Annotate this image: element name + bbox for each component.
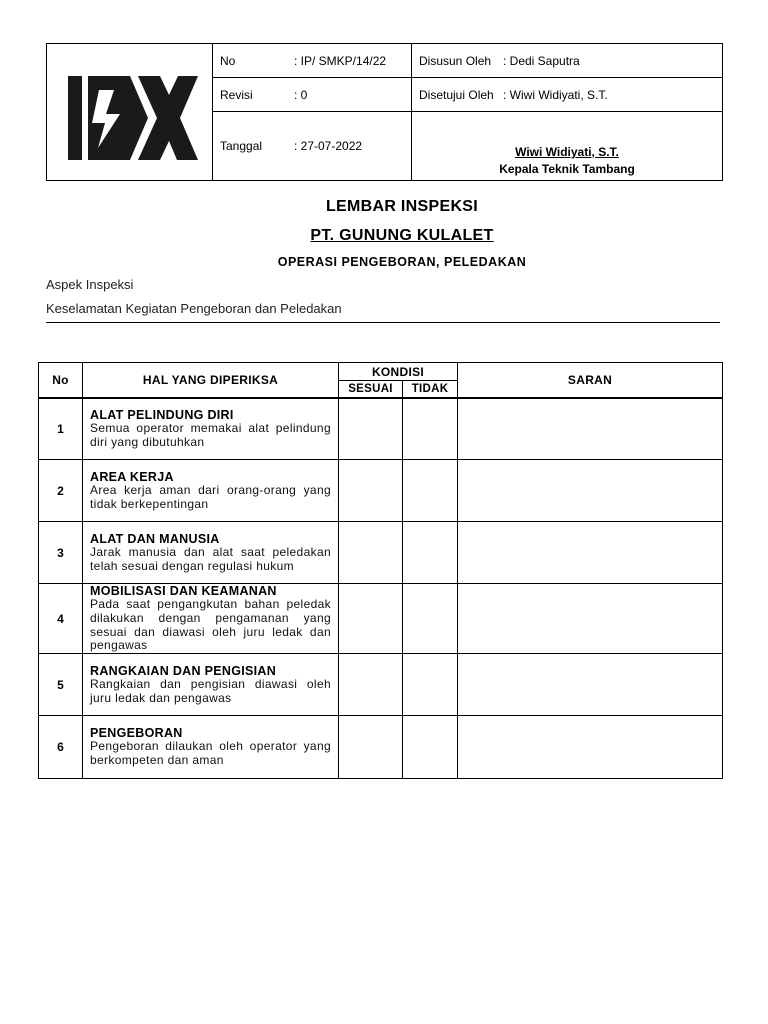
saran-cell <box>458 522 723 584</box>
prepared-by-value: : Dedi Saputra <box>503 53 580 68</box>
tidak-cell <box>403 584 458 654</box>
signature-cell <box>412 112 723 181</box>
revision-label: Revisi <box>220 87 253 102</box>
inspection-item <box>83 584 339 654</box>
inspection-item <box>83 522 339 584</box>
row-number: 2 <box>39 460 83 522</box>
company-logo-cell <box>47 44 213 181</box>
saran-cell <box>458 716 723 779</box>
item-description-line: tidak berkepentingan <box>90 496 209 511</box>
item-description-line: Semua operator memakai alat pelindung <box>90 421 331 436</box>
company-name-wrap <box>38 226 766 246</box>
inspection-item <box>83 398 339 460</box>
item-title: ALAT PELINDUNG DIRI <box>90 408 234 423</box>
col-header-kondisi: KONDISI <box>339 363 458 381</box>
sesuai-cell <box>339 654 403 716</box>
col-header-tidak: TIDAK <box>403 381 458 398</box>
company-logo-icon <box>68 76 198 160</box>
doc-number-cell <box>213 44 412 78</box>
item-title: ALAT DAN MANUSIA <box>90 531 220 546</box>
revision-cell <box>213 78 412 112</box>
document-title: LEMBAR INSPEKSI <box>325 198 479 215</box>
doc-number-value: : IP/ SMKP/14/22 <box>294 53 387 68</box>
row-number: 3 <box>39 522 83 584</box>
saran-cell <box>458 584 723 654</box>
sesuai-cell <box>339 522 403 584</box>
revision-value: : 0 <box>294 87 308 102</box>
prepared-by-label: Disusun Oleh <box>419 53 492 68</box>
item-description-line: pengawas <box>90 638 148 653</box>
item-title: AREA KERJA <box>90 469 174 484</box>
table-row <box>39 584 723 654</box>
date-cell <box>213 112 412 181</box>
inspection-item <box>83 460 339 522</box>
date-label: Tanggal <box>220 139 263 153</box>
row-number: 5 <box>39 654 83 716</box>
sesuai-cell <box>339 716 403 779</box>
approved-by-value: : Wiwi Widiyati, S.T. <box>503 87 608 102</box>
aspect-label: Aspek Inspeksi <box>46 277 134 292</box>
signer-title: Kepala Teknik Tambang <box>499 162 635 176</box>
inspection-item <box>83 654 339 716</box>
signer-name: Wiwi Widiyati, S.T. <box>515 145 619 159</box>
tidak-cell <box>403 398 458 460</box>
item-title: RANGKAIAN DAN PENGISIAN <box>90 663 277 678</box>
saran-cell <box>458 460 723 522</box>
operation-subtitle: OPERASI PENGEBORAN, PELEDAKAN <box>277 255 527 269</box>
inspection-item <box>83 716 339 779</box>
sesuai-cell <box>339 584 403 654</box>
item-description-line: juru ledak dan pengawas <box>90 690 232 705</box>
item-title: MOBILISASI DAN KEAMANAN <box>90 584 277 599</box>
col-header-sesuai: SESUAI <box>339 381 403 398</box>
sesuai-cell <box>339 460 403 522</box>
approved-by-label: Disetujui Oleh <box>419 87 494 102</box>
item-title: PENGEBORAN <box>90 726 183 741</box>
col-header-saran: SARAN <box>458 363 723 398</box>
row-number: 6 <box>39 716 83 779</box>
section-divider <box>46 322 720 323</box>
row-number: 4 <box>39 584 83 654</box>
approved-by-cell <box>412 78 723 112</box>
saran-cell <box>458 398 723 460</box>
item-description-line: berkompeten dan aman <box>90 753 224 767</box>
tidak-cell <box>403 460 458 522</box>
doc-number-label: No <box>220 53 236 68</box>
item-description-line: Rangkaian dan pengisian diawasi oleh <box>90 676 331 691</box>
item-description-line: Area kerja aman dari orang-orang yang <box>90 482 331 497</box>
row-number: 1 <box>39 398 83 460</box>
table-row <box>39 398 723 460</box>
item-description-line: sesuai dan diawasi oleh juru ledak dan <box>90 624 331 639</box>
table-row <box>39 460 723 522</box>
saran-cell <box>458 654 723 716</box>
date-value: : 27-07-2022 <box>294 139 363 153</box>
col-header-item: HAL YANG DIPERIKSA <box>83 363 339 398</box>
prepared-by-cell <box>412 44 723 78</box>
item-description-line: Jarak manusia dan alat saat peledakan <box>90 544 331 559</box>
aspect-value: Keselamatan Kegiatan Pengeboran dan Peledakan <box>46 301 342 316</box>
inspection-table <box>38 362 723 779</box>
item-description-line: Pengeboran dilaukan oleh operator yang <box>90 739 331 754</box>
tidak-cell <box>403 522 458 584</box>
col-header-no: No <box>39 363 83 398</box>
tidak-cell <box>403 716 458 779</box>
item-description-line: telah sesuai dengan regulasi hukum <box>90 558 295 573</box>
item-description-line: Pada saat pengangkutan bahan peledak <box>90 597 331 612</box>
item-description-line: diri yang dibutuhkan <box>90 434 205 449</box>
table-row <box>39 522 723 584</box>
company-name: PT. GUNUNG KULALET <box>310 227 494 244</box>
item-description-line: dilakukan dengan pengamanan yang <box>90 610 331 625</box>
table-row <box>39 716 723 779</box>
tidak-cell <box>403 654 458 716</box>
sesuai-cell <box>339 398 403 460</box>
document-header-table <box>46 43 723 181</box>
table-row <box>39 654 723 716</box>
